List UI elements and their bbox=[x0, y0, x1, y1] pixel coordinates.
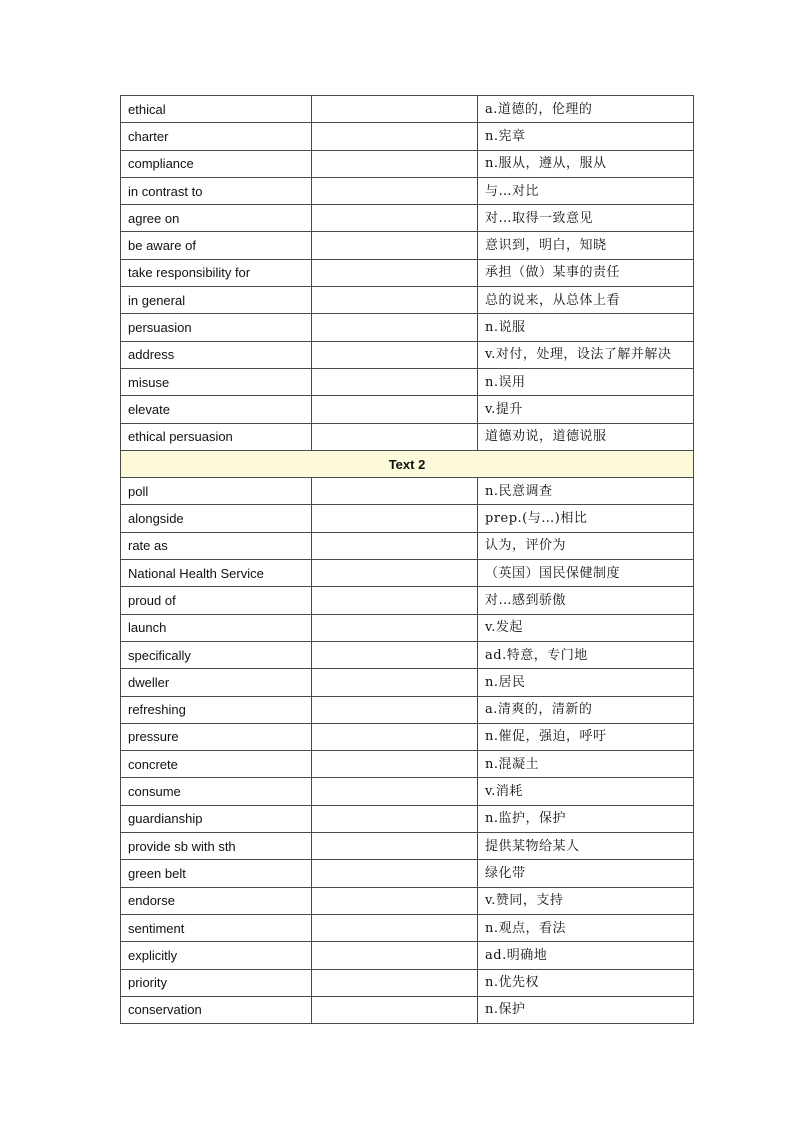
answer-blank-cell bbox=[312, 423, 478, 450]
chinese-meaning-cell: n.误用 bbox=[478, 368, 694, 395]
table-row bbox=[121, 177, 694, 204]
chinese-meaning-cell: a.道德的，伦理的 bbox=[478, 96, 694, 123]
answer-blank-cell bbox=[312, 751, 478, 778]
table-row bbox=[121, 96, 694, 123]
table-row bbox=[121, 587, 694, 614]
chinese-meaning-cell: prep.(与…)相比 bbox=[478, 505, 694, 532]
answer-blank-cell bbox=[312, 969, 478, 996]
vocabulary-table bbox=[120, 95, 694, 1024]
chinese-meaning-cell: n.服从，遵从，服从 bbox=[478, 150, 694, 177]
chinese-meaning-cell: 绿化带 bbox=[478, 860, 694, 887]
answer-blank-cell bbox=[312, 996, 478, 1023]
english-term-cell: pressure bbox=[121, 723, 312, 750]
chinese-meaning-cell: 提供某物给某人 bbox=[478, 833, 694, 860]
vocabulary-table-body bbox=[121, 96, 694, 1024]
answer-blank-cell bbox=[312, 232, 478, 259]
table-row bbox=[121, 314, 694, 341]
table-row bbox=[121, 205, 694, 232]
english-term-cell: rate as bbox=[121, 532, 312, 559]
english-term-cell: poll bbox=[121, 478, 312, 505]
english-term-cell: launch bbox=[121, 614, 312, 641]
table-row bbox=[121, 887, 694, 914]
english-term-cell: take responsibility for bbox=[121, 259, 312, 286]
answer-blank-cell bbox=[312, 669, 478, 696]
english-term-cell: specifically bbox=[121, 641, 312, 668]
table-row bbox=[121, 833, 694, 860]
chinese-meaning-cell: n.说服 bbox=[478, 314, 694, 341]
answer-blank-cell bbox=[312, 177, 478, 204]
english-term-cell: refreshing bbox=[121, 696, 312, 723]
table-row bbox=[121, 287, 694, 314]
english-term-cell: compliance bbox=[121, 150, 312, 177]
english-term-cell: alongside bbox=[121, 505, 312, 532]
chinese-meaning-cell: v.消耗 bbox=[478, 778, 694, 805]
english-term-cell: in general bbox=[121, 287, 312, 314]
answer-blank-cell bbox=[312, 259, 478, 286]
table-row bbox=[121, 696, 694, 723]
english-term-cell: priority bbox=[121, 969, 312, 996]
table-row bbox=[121, 751, 694, 778]
table-row bbox=[121, 669, 694, 696]
answer-blank-cell bbox=[312, 396, 478, 423]
english-term-cell: address bbox=[121, 341, 312, 368]
chinese-meaning-cell: 对…感到骄傲 bbox=[478, 587, 694, 614]
answer-blank-cell bbox=[312, 314, 478, 341]
chinese-meaning-cell: 总的说来，从总体上看 bbox=[478, 287, 694, 314]
english-term-cell: misuse bbox=[121, 368, 312, 395]
table-row bbox=[121, 805, 694, 832]
english-term-cell: ethical persuasion bbox=[121, 423, 312, 450]
table-row bbox=[121, 969, 694, 996]
english-term-cell: proud of bbox=[121, 587, 312, 614]
chinese-meaning-cell: v.提升 bbox=[478, 396, 694, 423]
table-row bbox=[121, 259, 694, 286]
answer-blank-cell bbox=[312, 778, 478, 805]
chinese-meaning-cell: ad.特意，专门地 bbox=[478, 641, 694, 668]
table-row bbox=[121, 778, 694, 805]
answer-blank-cell bbox=[312, 614, 478, 641]
english-term-cell: conservation bbox=[121, 996, 312, 1023]
english-term-cell: consume bbox=[121, 778, 312, 805]
table-row bbox=[121, 942, 694, 969]
english-term-cell: provide sb with sth bbox=[121, 833, 312, 860]
english-term-cell: charter bbox=[121, 123, 312, 150]
section-header-row bbox=[121, 450, 694, 477]
answer-blank-cell bbox=[312, 123, 478, 150]
answer-blank-cell bbox=[312, 860, 478, 887]
answer-blank-cell bbox=[312, 914, 478, 941]
chinese-meaning-cell: n.民意调查 bbox=[478, 478, 694, 505]
table-row bbox=[121, 914, 694, 941]
table-row bbox=[121, 478, 694, 505]
table-row bbox=[121, 860, 694, 887]
table-row bbox=[121, 423, 694, 450]
answer-blank-cell bbox=[312, 587, 478, 614]
table-row bbox=[121, 150, 694, 177]
answer-blank-cell bbox=[312, 205, 478, 232]
answer-blank-cell bbox=[312, 150, 478, 177]
table-row bbox=[121, 232, 694, 259]
table-row bbox=[121, 723, 694, 750]
answer-blank-cell bbox=[312, 478, 478, 505]
chinese-meaning-cell: 道德劝说，道德说服 bbox=[478, 423, 694, 450]
chinese-meaning-cell: n.混凝土 bbox=[478, 751, 694, 778]
answer-blank-cell bbox=[312, 805, 478, 832]
chinese-meaning-cell: n.优先权 bbox=[478, 969, 694, 996]
english-term-cell: endorse bbox=[121, 887, 312, 914]
table-row bbox=[121, 341, 694, 368]
section-title: Text 2 bbox=[121, 450, 694, 477]
chinese-meaning-cell: 认为，评价为 bbox=[478, 532, 694, 559]
chinese-meaning-cell: v.赞同，支持 bbox=[478, 887, 694, 914]
table-row bbox=[121, 560, 694, 587]
chinese-meaning-cell: （英国）国民保健制度 bbox=[478, 560, 694, 587]
english-term-cell: dweller bbox=[121, 669, 312, 696]
chinese-meaning-cell: n.宪章 bbox=[478, 123, 694, 150]
answer-blank-cell bbox=[312, 532, 478, 559]
answer-blank-cell bbox=[312, 942, 478, 969]
chinese-meaning-cell: 意识到，明白，知晓 bbox=[478, 232, 694, 259]
table-row bbox=[121, 368, 694, 395]
english-term-cell: agree on bbox=[121, 205, 312, 232]
english-term-cell: guardianship bbox=[121, 805, 312, 832]
answer-blank-cell bbox=[312, 287, 478, 314]
chinese-meaning-cell: ad.明确地 bbox=[478, 942, 694, 969]
table-row bbox=[121, 641, 694, 668]
answer-blank-cell bbox=[312, 887, 478, 914]
english-term-cell: persuasion bbox=[121, 314, 312, 341]
english-term-cell: National Health Service bbox=[121, 560, 312, 587]
answer-blank-cell bbox=[312, 723, 478, 750]
english-term-cell: green belt bbox=[121, 860, 312, 887]
chinese-meaning-cell: a.清爽的，清新的 bbox=[478, 696, 694, 723]
chinese-meaning-cell: n.催促，强迫，呼吁 bbox=[478, 723, 694, 750]
answer-blank-cell bbox=[312, 96, 478, 123]
answer-blank-cell bbox=[312, 833, 478, 860]
table-row bbox=[121, 996, 694, 1023]
table-row bbox=[121, 532, 694, 559]
english-term-cell: sentiment bbox=[121, 914, 312, 941]
chinese-meaning-cell: n.保护 bbox=[478, 996, 694, 1023]
table-row bbox=[121, 614, 694, 641]
chinese-meaning-cell: v.发起 bbox=[478, 614, 694, 641]
answer-blank-cell bbox=[312, 341, 478, 368]
english-term-cell: explicitly bbox=[121, 942, 312, 969]
english-term-cell: elevate bbox=[121, 396, 312, 423]
table-row bbox=[121, 123, 694, 150]
answer-blank-cell bbox=[312, 641, 478, 668]
answer-blank-cell bbox=[312, 696, 478, 723]
english-term-cell: concrete bbox=[121, 751, 312, 778]
chinese-meaning-cell: n.居民 bbox=[478, 669, 694, 696]
english-term-cell: in contrast to bbox=[121, 177, 312, 204]
english-term-cell: be aware of bbox=[121, 232, 312, 259]
table-row bbox=[121, 396, 694, 423]
chinese-meaning-cell: v.对付，处理，设法了解并解决 bbox=[478, 341, 694, 368]
chinese-meaning-cell: n.监护，保护 bbox=[478, 805, 694, 832]
chinese-meaning-cell: 承担（做）某事的责任 bbox=[478, 259, 694, 286]
english-term-cell: ethical bbox=[121, 96, 312, 123]
chinese-meaning-cell: n.观点，看法 bbox=[478, 914, 694, 941]
answer-blank-cell bbox=[312, 505, 478, 532]
answer-blank-cell bbox=[312, 560, 478, 587]
chinese-meaning-cell: 与…对比 bbox=[478, 177, 694, 204]
table-row bbox=[121, 505, 694, 532]
answer-blank-cell bbox=[312, 368, 478, 395]
chinese-meaning-cell: 对…取得一致意见 bbox=[478, 205, 694, 232]
